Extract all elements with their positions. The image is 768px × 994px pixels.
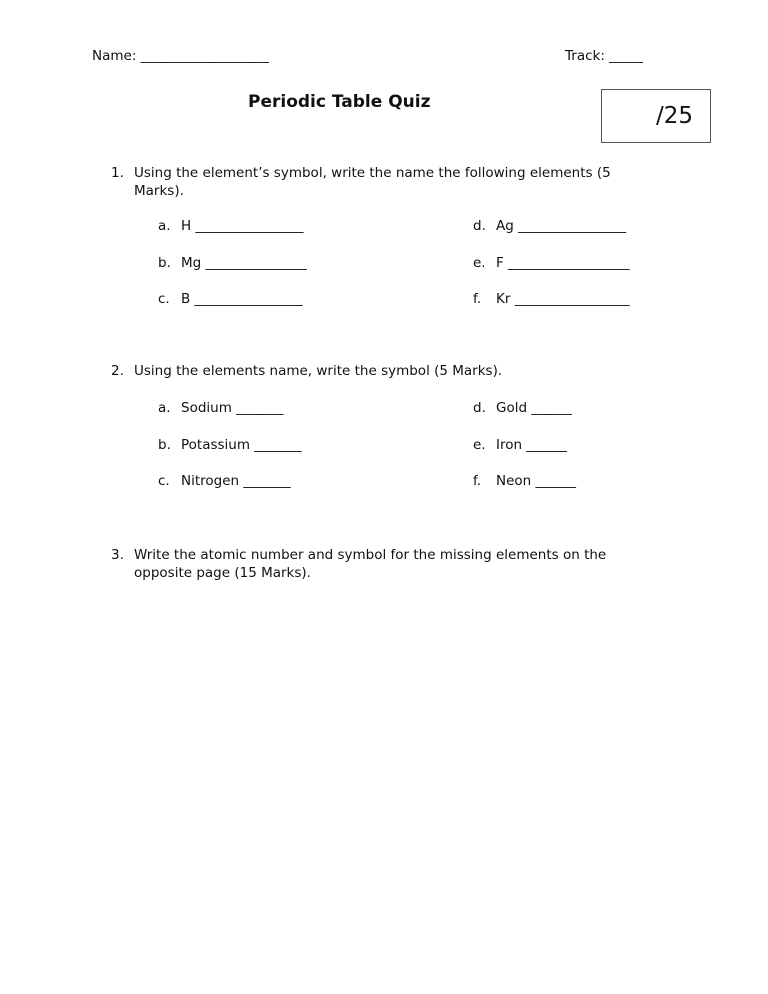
item-answer-blank: H ________________ (181, 218, 304, 234)
item-answer-blank: Gold ______ (496, 400, 572, 416)
score-total: /25 (656, 103, 694, 129)
question-number: 3. (111, 547, 124, 563)
item-answer-blank: B ________________ (181, 291, 303, 307)
item-answer-blank: F __________________ (496, 255, 630, 271)
question-text: Marks). (134, 183, 184, 199)
item-letter: a. (158, 218, 171, 234)
track-field: Track: _____ (565, 48, 643, 64)
item-letter: e. (473, 437, 486, 453)
item-letter: b. (158, 255, 171, 271)
item-answer-blank: Ag ________________ (496, 218, 627, 234)
item-answer-blank: Neon ______ (496, 473, 577, 489)
item-letter: b. (158, 437, 171, 453)
item-letter: c. (158, 291, 170, 307)
item-answer-blank: Sodium _______ (181, 400, 284, 416)
item-letter: d. (473, 400, 486, 416)
item-answer-blank: Mg _______________ (181, 255, 307, 271)
item-answer-blank: Nitrogen _______ (181, 473, 291, 489)
question-number: 2. (111, 363, 124, 379)
item-letter: f. (473, 291, 482, 307)
item-letter: e. (473, 255, 486, 271)
item-letter: c. (158, 473, 170, 489)
question-text: Using the elements name, write the symbol (5 Marks). (134, 363, 503, 379)
question-text: opposite page (15 Marks). (134, 565, 311, 581)
item-letter: a. (158, 400, 171, 416)
item-answer-blank: Iron ______ (496, 437, 567, 453)
score-box (601, 89, 711, 143)
question-number: 1. (111, 165, 124, 181)
question-text: Write the atomic number and symbol for the missing elements on the (134, 547, 607, 563)
item-letter: f. (473, 473, 482, 489)
item-answer-blank: Kr _________________ (496, 291, 630, 307)
question-text: Using the element’s symbol, write the name the following elements (5 (134, 165, 611, 181)
item-answer-blank: Potassium _______ (181, 437, 302, 453)
page-title: Periodic Table Quiz (248, 92, 431, 112)
name-field: Name: ___________________ (92, 48, 269, 64)
item-letter: d. (473, 218, 486, 234)
